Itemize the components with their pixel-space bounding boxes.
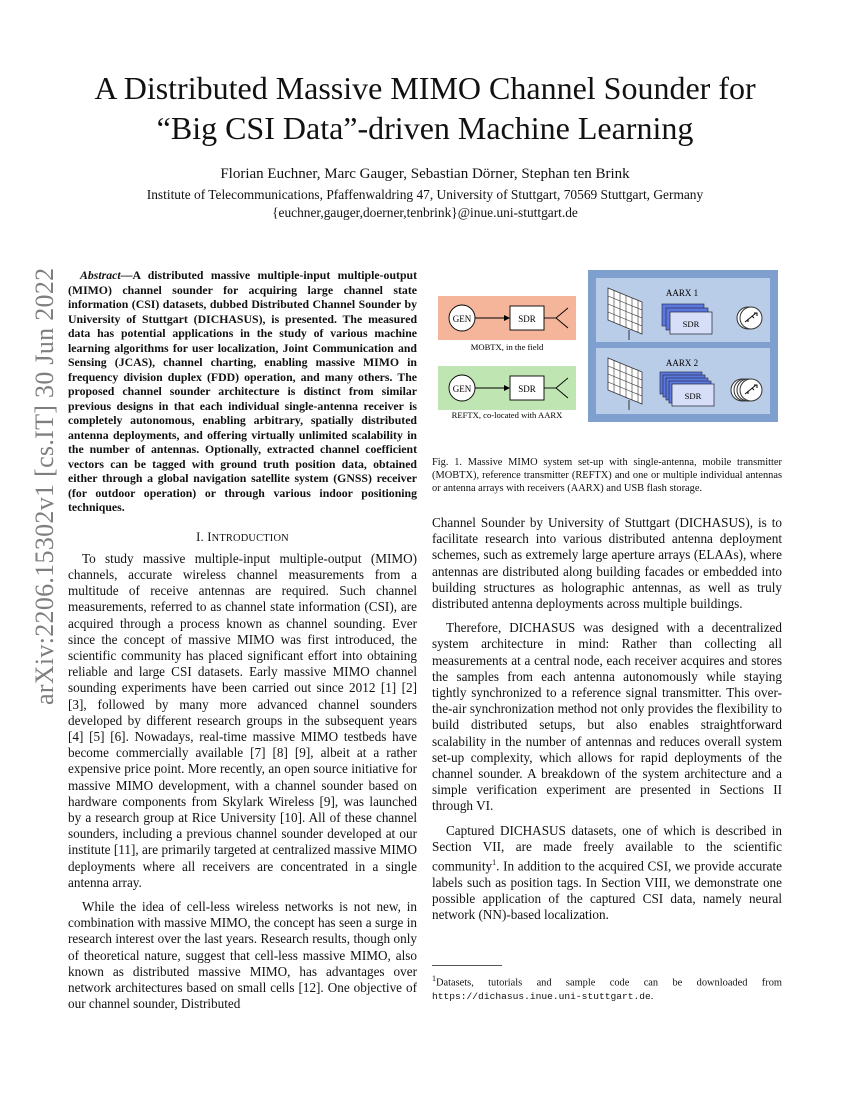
arxiv-id: arXiv:2206.15302v1 [cs.IT] 30 Jun 2022 bbox=[30, 267, 59, 705]
aarx2-sdr-label: SDR bbox=[684, 391, 702, 401]
intro-paragraph-4: Therefore, DICHASUS was designed with a decentralized system architecture in mind: Rather than collecting all measurements at a central node, each receiver acquires and stores the samples from each antenna autonomously while staying tightly synchronized to a reference signal transmitter. This over-the-air synchronization method not only provides the flexibility to build distributed setups, but also enables straightforward scalability in the number of antennas and reduces overall system set-up complexity, which allows for rapid deployments of the channel sounder. A breakdown of the system architecture and a simple verification experiment are presented in Sections II through VI. bbox=[432, 620, 782, 814]
mobtx-caption: MOBTX, in the field bbox=[470, 342, 544, 352]
reftx-gen-label: GEN bbox=[452, 384, 472, 394]
mobtx-sdr-label: SDR bbox=[518, 314, 536, 324]
abstract bbox=[68, 268, 417, 515]
affiliation: Institute of Telecommunications, Pfaffenwaldring 47, University of Stuttgart, 70569 Stuttgart, Germany bbox=[146, 187, 704, 202]
aarx1-sdr-label: SDR bbox=[682, 319, 700, 329]
intro-paragraph-5-part-b: . In addition to the acquired CSI, we provide accurate labels such as position tags. In Section VIII, we demonstrate one possible application of the captured CSI data, namely neural network (NN)-based localization. bbox=[432, 858, 782, 923]
intro-paragraph-3: Channel Sounder by University of Stuttgart (DICHASUS), is to facilitate research into various distributed antenna deployment schemes, such as extremely large aperture arrays (ELAAs), where antennas are distributed along building facades or embedded into building structures as holographic antennas, as well as truly distributed antenna deployments across multiple buildings. bbox=[432, 515, 782, 612]
right-column bbox=[432, 515, 782, 931]
abstract-label: Abstract bbox=[80, 268, 121, 282]
intro-paragraph-5-part-a: Captured DICHASUS datasets, one of which is described in Section VII, are made freely available to the scientific community bbox=[432, 822, 782, 874]
aarx1-label: AARX 1 bbox=[665, 288, 699, 298]
figure-1 bbox=[432, 268, 782, 448]
intro-paragraph-1: To study massive multiple-input multiple-output (MIMO) channels, accurate wireless channel measurements from a multitude of receive antennas are required. Such channel measurements, referred to as channel state information (CSI), are acquired through a process known as channel sounding. Ever since the concept of massive MIMO was first introduced, the scientific community has placed significant effort into obtaining reliable and large CSI datasets. Early massive MIMO channel sounding experiments have been carried out since 2012 [1] [2] [3], followed by many more advanced channel sounders developed by different research groups in the subsequent years [4] [5] [6]. Nowadays, real-time massive MIMO testbeds have become commercially available [7] [8] [9], albeit at a rather expensive price point. More recently, an open source initiative for massive MIMO development, with a channel sounder based on hardware components from Skylark Wireless [9], was launched by a research group at Rice University [10]. All of these channel sounders, including a previous channel sounder developed at our institute [11], are primarily targeted at centralized massive MIMO deployments where all receivers are concentrated in a single antenna array. bbox=[68, 550, 417, 890]
title-line-2: “Big CSI Data”-driven Machine Learning bbox=[156, 110, 694, 146]
footnote-rule bbox=[432, 965, 502, 966]
author-list: Florian Euchner, Marc Gauger, Sebastian Dörner, Stephan ten Brink bbox=[220, 166, 630, 182]
footnote-end: . bbox=[650, 990, 654, 1002]
abstract-text: —A distributed massive multiple-input multiple-output (MIMO) channel sounder for acquiring large channel state information (CSI) datasets, dubbed Distributed Channel Sounder by University of Stuttgart (DICHASUS), is presented. The measured data has potential applications in the study of various machine learning algorithms for user localization, Joint Communication and Sensing (JCAS), channel charting, enabling massive MIMO in frequency division duplex (FDD) operation, and many others. The proposed channel sounder architecture is distinct from similar previous designs in that each individual single-antenna receiver is completely autonomous, enabling arbitrary, spatially distributed antenna deployments, and offering virtually unlimited scalability in the number of antennas. Optionally, extracted channel coefficient vectors can be tagged with ground truth position data, obtained either through a global navigation satellite system (GNSS) receiver (for outdoor operation) or through various indoor positioning techniques. bbox=[68, 268, 417, 514]
section-numeral: I. bbox=[196, 529, 208, 544]
mobtx-gen-label: GEN bbox=[452, 314, 472, 324]
footnote-marker: 1 bbox=[432, 974, 436, 983]
footnote bbox=[432, 972, 782, 1003]
figure-1-caption: Fig. 1. Massive MIMO system set-up with single-antenna, mobile transmitter (MOBTX), reference transmitter (REFTX) and one or multiple individual antennas or antenna arrays with receivers (AARX) and USB flash storage. bbox=[432, 457, 782, 495]
dataset-url-link[interactable]: https://dichasus.inue.uni-stuttgart.de bbox=[432, 990, 651, 1002]
section-title-rest: NTRODUCTION bbox=[211, 532, 289, 544]
footnote-text: Datasets, tutorials and sample code can be downloaded from bbox=[436, 977, 782, 989]
paper-title bbox=[40, 68, 810, 148]
footnote-ref: 1 bbox=[492, 858, 497, 868]
aarx1-usb-storage-icon bbox=[737, 307, 762, 329]
left-column bbox=[68, 268, 417, 1020]
aarx2-usb-storage-icon bbox=[731, 379, 762, 401]
section-title-initial: I bbox=[207, 529, 212, 544]
section-heading-introduction bbox=[68, 529, 417, 547]
author-emails: {euchner,gauger,doerner,tenbrink}@inue.uni-stuttgart.de bbox=[272, 205, 578, 220]
system-setup-diagram bbox=[432, 268, 782, 448]
reftx-caption: REFTX, co-located with AARX bbox=[451, 410, 563, 420]
title-line-1: A Distributed Massive MIMO Channel Sounder for bbox=[94, 70, 756, 106]
aarx2-label: AARX 2 bbox=[665, 358, 699, 368]
intro-paragraph-2: While the idea of cell-less wireless networks is not new, in combination with massive MIMO, the concept has seen a surge in research interest over the last years. Research results, though only of theoretical nature, suggest that cell-less massive MIMO, also known as distributed massive MIMO, has advantages over network architectures based on small cells [12]. One objective of our channel sounder, Distributed bbox=[68, 898, 417, 1012]
intro-paragraph-5 bbox=[432, 823, 782, 924]
reftx-sdr-label: SDR bbox=[518, 384, 536, 394]
